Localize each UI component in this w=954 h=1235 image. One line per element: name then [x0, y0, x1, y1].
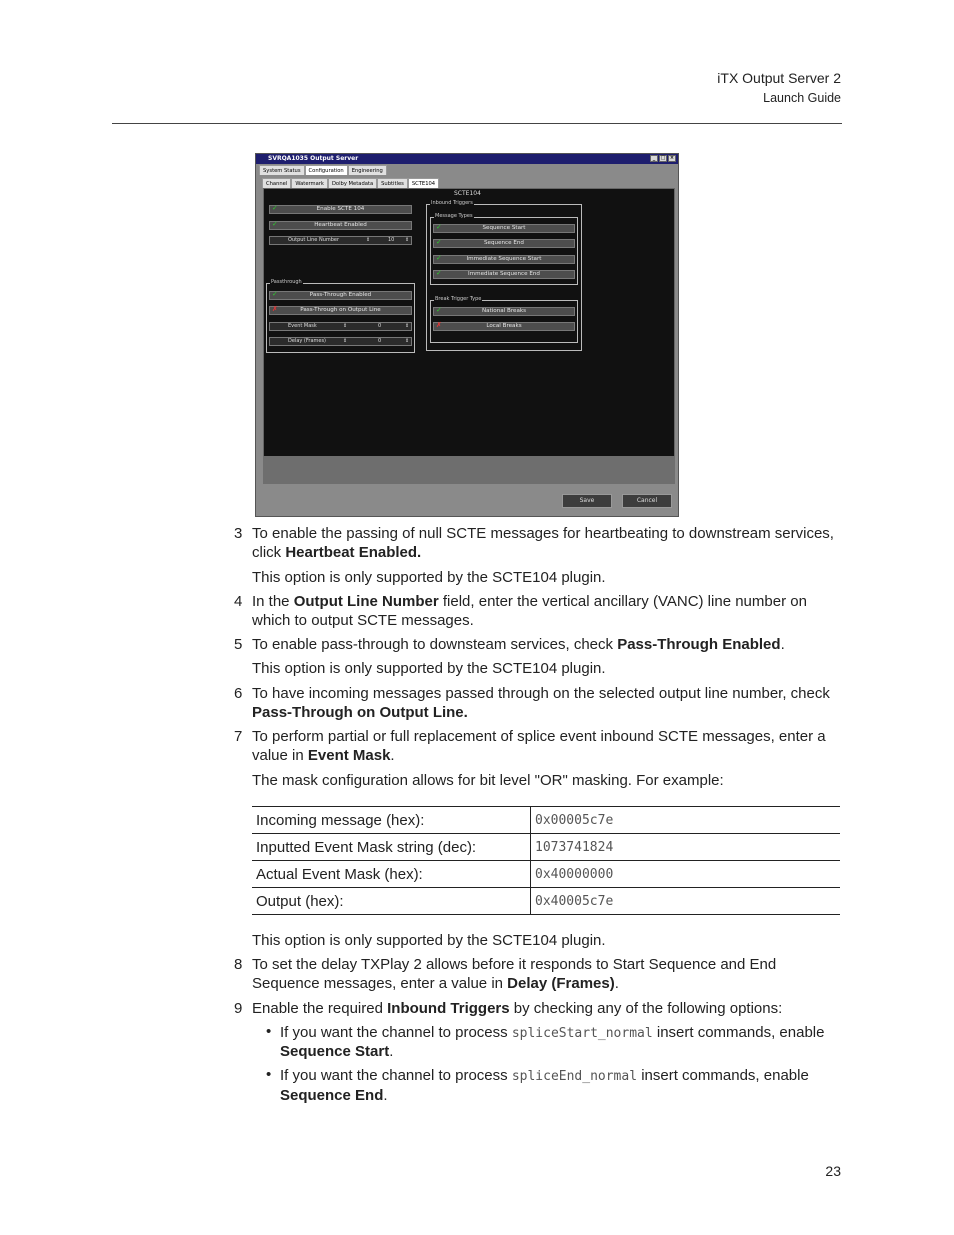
step-4-line1: [252, 592, 807, 612]
heartbeat-enabled-label: Heartbeat Enabled: [314, 222, 367, 228]
enable-scte104-toggle[interactable]: [269, 205, 412, 214]
close-icon[interactable]: ×: [669, 155, 675, 161]
pass-through-output-line-toggle[interactable]: [269, 306, 412, 315]
stepper-arrows-icon[interactable]: ⇕: [405, 338, 410, 344]
tab-subtitles[interactable]: Subtitles: [377, 178, 408, 188]
tab-watermark[interactable]: Watermark: [291, 178, 328, 188]
step-4-bold: Output Line Number: [293, 593, 439, 610]
bullet-1-end: .: [389, 1043, 394, 1060]
stepper-arrows-icon[interactable]: ⇕: [405, 323, 410, 329]
bullet-1-code: spliceStart_normal: [511, 1026, 653, 1041]
heartbeat-enabled-toggle[interactable]: [269, 221, 412, 230]
bullet-icon: •: [266, 1023, 272, 1040]
event-mask-stepper[interactable]: [269, 322, 412, 331]
break-trigger-type-group: [430, 296, 578, 343]
step-7-text-b: value in: [252, 747, 308, 764]
step-5-text-a: To enable pass-through to downsteam services, check: [252, 636, 618, 653]
bullet-2-text-a: If you want the channel to process: [280, 1067, 512, 1084]
stepper-arrows-icon[interactable]: ⇕: [405, 237, 410, 243]
header-rule: [112, 123, 842, 124]
table-cell-value: 0x40005c7e: [531, 888, 841, 915]
step-9-bold: Inbound Triggers: [387, 1000, 510, 1017]
tab-system-status[interactable]: System Status: [259, 165, 305, 175]
immediate-sequence-start-label: Immediate Sequence Start: [466, 256, 542, 262]
panel-footer-bar: [263, 456, 675, 484]
output-line-number-label: Output Line Number: [288, 237, 340, 243]
step-9-line1: [252, 999, 782, 1019]
sequence-end-label: Sequence End: [483, 240, 524, 246]
step-3-line2: [252, 543, 421, 563]
bullet-1-bold: Sequence Start: [280, 1043, 390, 1060]
stepper-arrows-icon[interactable]: ⇕: [366, 237, 371, 243]
step-7-end: .: [390, 747, 395, 764]
step-7-line2: [252, 746, 395, 766]
step-4-line2: which to output SCTE messages.: [252, 612, 474, 629]
sequence-start-toggle[interactable]: [433, 224, 575, 233]
delay-frames-label: Delay (Frames): [288, 338, 327, 344]
step-number: 9: [234, 1000, 243, 1017]
table-cell-value: 0x00005c7e: [531, 807, 841, 834]
panel-title: SCTE104: [454, 190, 481, 197]
event-mask-example-table: [252, 806, 840, 915]
national-breaks-label: National Breaks: [481, 308, 527, 314]
table-cell-label: Output (hex):: [252, 888, 531, 915]
check-icon: ✓: [436, 269, 442, 277]
inbound-triggers-label: Inbound Triggers: [431, 200, 473, 206]
event-mask-label: Event Mask: [288, 323, 317, 329]
table-row: [252, 861, 840, 888]
step-4-text-a: In the: [252, 593, 294, 610]
step-8-line2: [252, 974, 619, 994]
step-5-line1: [252, 635, 785, 655]
save-button[interactable]: Save: [562, 494, 612, 508]
check-icon: ✓: [436, 223, 442, 231]
step-8-text-b: Sequence messages, enter a value in: [252, 975, 508, 992]
step-6-text: To have incoming messages passed through on the selected output line number, check: [252, 685, 830, 702]
sequence-start-label: Sequence Start: [482, 225, 526, 231]
local-breaks-toggle[interactable]: [433, 322, 575, 331]
stepper-arrows-icon[interactable]: ⇕: [343, 323, 348, 329]
enable-scte104-label: Enable SCTE 104: [316, 206, 365, 212]
step-8-text: To set the delay TXPlay 2 allows before it responds to Start Sequence and End: [252, 956, 777, 973]
delay-frames-value: 0: [378, 338, 382, 344]
step-9-text-b: by checking any of the following options:: [509, 1000, 783, 1017]
bullet-2-line1: [280, 1066, 809, 1087]
local-breaks-label: Local Breaks: [486, 323, 522, 329]
check-icon: ✓: [272, 290, 278, 298]
step-number: 5: [234, 636, 243, 653]
sub-tabs: [262, 178, 439, 188]
step-5-bold: Pass-Through Enabled: [617, 636, 781, 653]
check-icon: ✓: [272, 220, 278, 228]
delay-frames-stepper[interactable]: [269, 337, 412, 346]
step-3-text-b: click: [252, 544, 286, 561]
check-icon: ✓: [436, 238, 442, 246]
immediate-sequence-start-toggle[interactable]: [433, 255, 575, 264]
tab-scte104[interactable]: SCTE104: [408, 178, 439, 188]
step-7-note2: This option is only supported by the SCTE104 plugin.: [252, 932, 606, 949]
tab-configuration[interactable]: Configuration: [305, 165, 348, 175]
step-3-note: This option is only supported by the SCTE104 plugin.: [252, 569, 606, 586]
table-cell-label: Inputted Event Mask string (dec):: [252, 834, 531, 861]
step-5-note: This option is only supported by the SCTE104 plugin.: [252, 660, 606, 677]
stepper-arrows-icon[interactable]: ⇕: [343, 338, 348, 344]
step-6-bold: Pass-Through on Output Line.: [252, 704, 468, 721]
output-server-window: [255, 153, 679, 517]
step-number: 7: [234, 728, 243, 745]
bullet-2-code: spliceEnd_normal: [511, 1069, 638, 1084]
step-4-text-b: field, enter the vertical ancillary (VANC) line number on: [438, 593, 807, 610]
table-row: [252, 834, 840, 861]
output-line-number-stepper[interactable]: [269, 236, 412, 245]
bullet-1-line2: [280, 1042, 393, 1062]
check-icon: ✓: [436, 306, 442, 314]
window-titlebar: [256, 154, 678, 164]
table-row: [252, 807, 840, 834]
window-title: SVRQA1035 Output Server: [268, 155, 359, 162]
step-3-bold: Heartbeat Enabled.: [285, 544, 422, 561]
check-icon: ✓: [436, 254, 442, 262]
message-types-group: [430, 213, 578, 285]
step-9-text-a: Enable the required: [252, 1000, 388, 1017]
step-number: 8: [234, 956, 243, 973]
table-cell-label: Incoming message (hex):: [252, 807, 531, 834]
table-cell-label: Actual Event Mask (hex):: [252, 861, 531, 888]
event-mask-value: 0: [378, 323, 382, 329]
passthrough-group-label: Passthrough: [271, 279, 302, 285]
tab-engineering[interactable]: Engineering: [348, 165, 387, 175]
bullet-2-line2: [280, 1086, 388, 1106]
output-line-number-value: 10: [388, 237, 395, 243]
scte104-panel: [263, 188, 675, 484]
step-3-text: To enable the passing of null SCTE messages for heartbeating to downstream services,: [252, 525, 834, 542]
immediate-sequence-end-toggle[interactable]: [433, 270, 575, 279]
step-7-text: To perform partial or full replacement of splice event inbound SCTE messages, enter a: [252, 728, 826, 745]
inbound-triggers-group: [426, 200, 582, 351]
bullet-2-end: .: [383, 1087, 388, 1104]
table-cell-value: 1073741824: [531, 834, 841, 861]
step-7-bold: Event Mask: [307, 747, 391, 764]
message-types-label: Message Types: [435, 213, 473, 219]
immediate-sequence-end-label: Immediate Sequence End: [468, 271, 540, 277]
table-row: [252, 888, 840, 915]
pass-through-enabled-toggle[interactable]: [269, 291, 412, 300]
bullet-1-text-a: If you want the channel to process: [280, 1024, 512, 1041]
cancel-button[interactable]: Cancel: [622, 494, 672, 508]
header-subtitle: Launch Guide: [763, 91, 841, 105]
check-icon: ✓: [272, 204, 278, 212]
step-number: 4: [234, 593, 243, 610]
page-number: 23: [825, 1163, 841, 1179]
cross-icon: ✗: [272, 305, 278, 313]
sequence-end-toggle[interactable]: [433, 239, 575, 248]
step-number: 6: [234, 685, 243, 702]
step-5-end: .: [780, 636, 785, 653]
bullet-1-line1: [280, 1023, 824, 1044]
passthrough-group: [266, 279, 415, 353]
header-title: iTX Output Server 2: [717, 70, 841, 86]
bullet-icon: •: [266, 1066, 272, 1083]
step-6-line2: [252, 703, 468, 723]
minimize-icon[interactable]: _: [650, 155, 658, 162]
tab-channel[interactable]: Channel: [262, 178, 291, 188]
step-number: 3: [234, 525, 243, 542]
bullet-2-text-b: insert commands, enable: [637, 1067, 809, 1084]
cross-icon: ✗: [436, 321, 442, 329]
step-8-end: .: [614, 975, 619, 992]
bullet-2-bold: Sequence End: [280, 1087, 384, 1104]
pass-through-enabled-label: Pass-Through Enabled: [309, 292, 372, 298]
maximize-icon[interactable]: □: [660, 155, 666, 161]
tab-dolby-metadata[interactable]: Dolby Metadata: [328, 178, 377, 188]
top-tabs: [259, 165, 387, 175]
national-breaks-toggle[interactable]: [433, 307, 575, 316]
table-cell-value: 0x40000000: [531, 861, 841, 888]
bullet-1-text-b: insert commands, enable: [652, 1024, 825, 1041]
step-8-bold: Delay (Frames): [507, 975, 615, 992]
step-7-note: The mask configuration allows for bit level "OR" masking. For example:: [252, 772, 724, 789]
break-trigger-type-label: Break Trigger Type: [435, 296, 482, 302]
pass-through-output-line-label: Pass-Through on Output Line: [300, 307, 381, 313]
